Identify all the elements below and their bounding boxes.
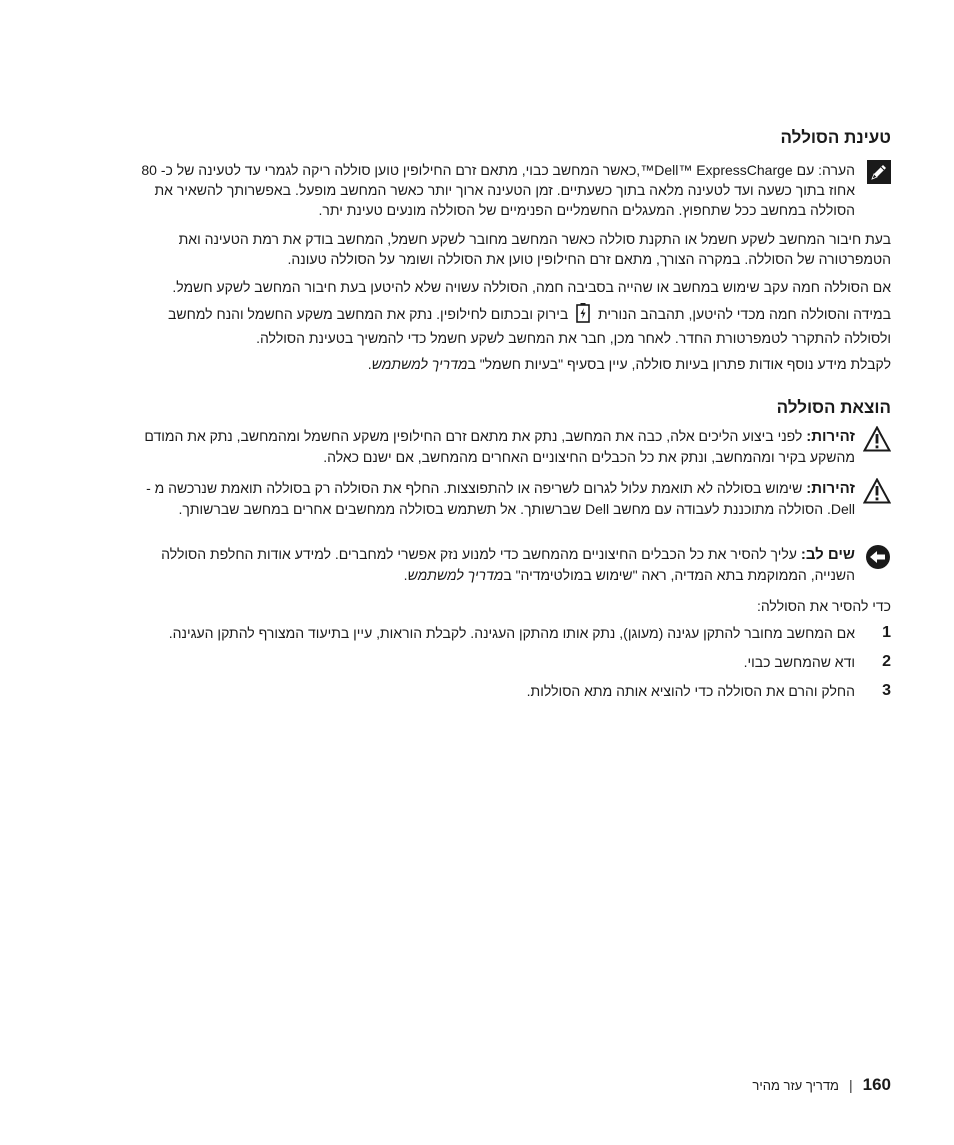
paragraph-text: ולסוללה להתקרר לטמפרטורת החדר. לאחר מכן, חבר את המחשב לשקע חשמל כדי להמשיך בטעינת הסוללה. [256,330,891,346]
warning-triangle-icon [865,478,891,504]
note-label: הערה: [818,162,855,178]
caution-text: שימוש בסוללה לא תואמת עלול לגרום לשריפה או להתפוצצות. החלף את הסוללה רק בסוללה תואמת שנרכשה [168,480,803,496]
footer-separator: | [848,1077,853,1093]
paragraph-more-info [125,354,891,374]
paragraph-text: במידה והסוללה חמה מכדי להיטען, תהבהב הנורית [598,306,891,323]
paragraph-text: . [367,356,372,372]
section-heading-charging: טעינת הסוללה [780,128,891,147]
notice-text: עליך להסיר את כל הכבלים החיצוניים מהמחשב כדי למנוע נזק אפשרי למחברים. למידע אודות החלפת הסוללה [161,546,797,562]
notice-text: השנייה, הממוקמת בתא המדיה, ראה "שימוש במולטימדיה" ב [503,567,855,583]
step-number: 2 [882,653,891,670]
list-item [125,681,891,710]
users-guide-reference: מדריך למשתמש [371,356,468,372]
notice-block [125,544,891,586]
paragraph-connect [125,229,891,269]
warning-triangle-icon [865,426,891,452]
caution-block-2 [125,478,891,520]
notice-text: . [403,567,408,583]
battery-light-icon [576,303,590,328]
paragraph-text: לקבלת מידע נוסף אודות פתרון בעיות סוללה, עיין בסעיף "בעיות חשמל" ב [467,356,891,372]
list-item [125,623,891,652]
notice-hand-icon [865,544,891,570]
step-text: ודא שהמחשב כבוי. [743,654,855,670]
step-number: 1 [882,624,891,641]
caution-text: שברשותך. [178,501,240,517]
step-number: 3 [882,682,891,699]
paragraph-text: בעת חיבור המחשב לשקע חשמל או התקנת סוללה כאשר המחשב מחובר לשקע חשמל, המחשב בודק את רמת הטעינה ואת הטמפרטורה של הסוללה. במקרה הצורך, מתאם זרם החילופין טוען את הסוללה ושומר על הסוללה טעונה. [178,231,891,267]
users-guide-reference: מדריך למשתמש [407,567,504,583]
list-item [125,652,891,681]
step-text: אם המחשב מחובר להתקן עגינה (מעוגן), נתק אותו מהתקן העגינה. לקבלת הוראות, עיין בתיעוד המצורף להתקן העגינה. [168,625,855,641]
note-pencil-icon [865,160,891,186]
steps-intro [125,596,891,616]
notice-label: שים לב: [800,546,855,563]
paragraph-text: כדי להסיר את הסוללה: [756,598,891,614]
section-heading-removing: הוצאת הסוללה [776,398,891,417]
paragraph-hot-battery [125,277,891,297]
page-footer [752,1074,891,1096]
note-text: עם Dell™ ExpressCharge™,כאשר המחשב כבוי, מתאם זרם החילופין טוען סוללה ריקה לגמרי עד לטעינה של כ- 80 אחוז בתוך כשעה ועד לטעינה מלאה בתוך כשעתיים. זמן הטעינה ארוך יותר כאשר המחשב מופעל. באפשרותך להשאיר את הסוללה במחשב ככל שתחפוץ. המעגלים החשמליים הפנימיים של הסוללה מונעים טעינת יתר. [141,162,855,218]
paragraph-text: בירוק ובכתום לחילופין. נתק את המחשב משקע החשמל והנח למחשב [168,306,569,323]
caution-text: מ - Dell. הסוללה מתוכננת לעבודה עם מחשב Dell שברשותך. אל תשתמש בסוללה ממחשבים אחרים במחשב [146,480,855,517]
caution-text: לפני ביצוע הליכים אלה, כבה את המחשב, נתק את מתאם זרם החילופין משקע החשמל ומהמחשב, נתק את [187,428,803,444]
caution-block-1 [125,426,891,468]
paragraph-battery-light [125,303,891,348]
paragraph-text: אם הסוללה חמה עקב שימוש במחשב או שהייה בסביבה חמה, הסוללה עשויה שלא להיטען בעת חיבור המחשב לשקע חשמל. [172,279,891,295]
guide-title: מדריך עזר מהיר [752,1078,839,1093]
caution-text: המודם מהשקע בקיר ומהמחשב, ונתק את כל הכבלים החיצוניים האחרים מהמחשב, אם ישנם כאלה. [144,428,855,465]
page-number: 160 [862,1075,891,1094]
document-page [125,0,891,1145]
steps-list [125,623,891,710]
caution-label: זהירות: [806,480,855,497]
caution-label: זהירות: [806,428,855,445]
note-block [125,160,891,220]
step-text: החלק והרם את הסוללה כדי להוציא אותה מתא הסוללות. [526,683,855,699]
